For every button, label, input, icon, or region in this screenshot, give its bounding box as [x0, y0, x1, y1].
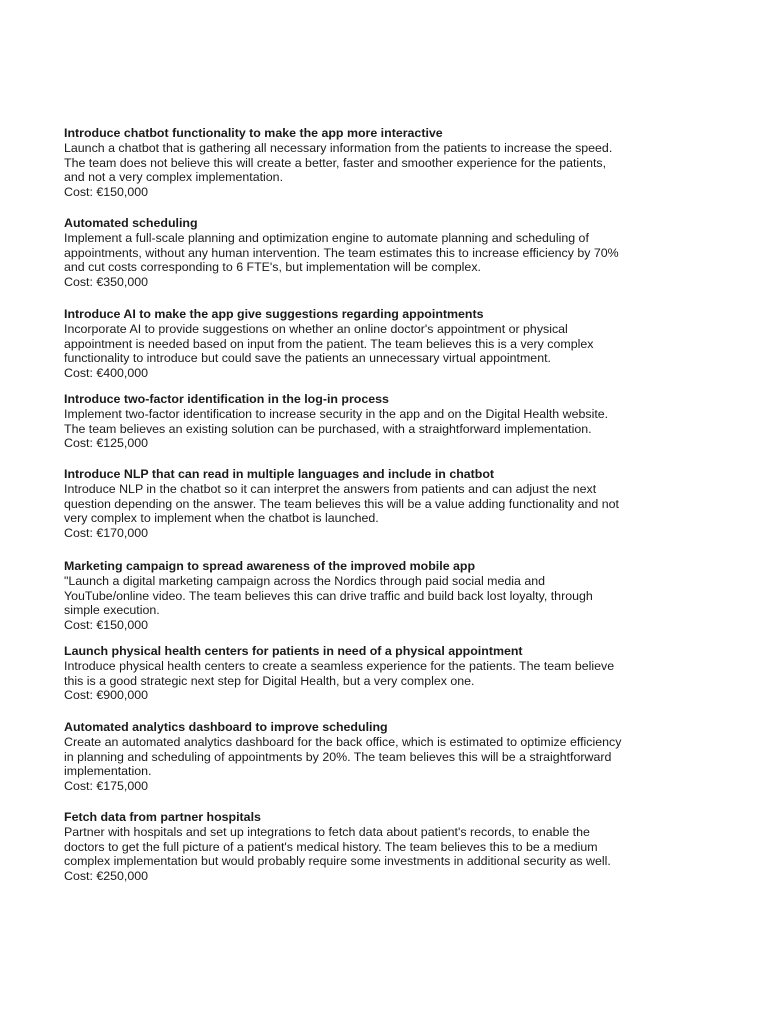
item-cost: Cost: €350,000 [64, 274, 149, 289]
item-cost: Cost: €150,000 [64, 617, 149, 632]
initiative-ai-suggestions [64, 307, 593, 380]
item-title: Automated analytics dashboard to improve scheduling [64, 720, 388, 734]
item-description: Incorporate AI to provide suggestions on whether an online doctor's appointment or physical appointment is needed based on input from the patient. The team believes this is a very complex functionality to introduce but could save the patients an unnecessary virtual appointment. [64, 322, 594, 366]
item-cost: Cost: €175,000 [64, 778, 149, 793]
item-cost: Cost: €900,000 [64, 688, 149, 703]
initiative-nlp [64, 467, 619, 540]
initiative-health-centers [64, 644, 614, 703]
item-title: Automated scheduling [64, 216, 198, 230]
item-title: Marketing campaign to spread awareness of the improved mobile app [64, 559, 476, 573]
item-cost: Cost: €250,000 [64, 868, 149, 883]
initiative-chatbot [64, 126, 612, 199]
item-description: Implement a full-scale planning and optimization engine to automate planning and scheduling of appointments, without any human intervention. The team estimates this to increase efficiency by 70% and cut costs corresponding to 6 FTE's, but implementation will be complex. [64, 231, 619, 275]
item-cost: Cost: €125,000 [64, 436, 149, 451]
item-cost: Cost: €400,000 [64, 365, 149, 380]
initiative-analytics-dashboard [64, 720, 621, 793]
item-description: Implement two-factor identification to increase security in the app and on the Digital Health website. The team believes an existing solution can be purchased, with a straightforward implementation. [64, 407, 609, 436]
item-title: Fetch data from partner hospitals [64, 810, 261, 824]
item-title: Introduce NLP that can read in multiple languages and include in chatbot [64, 467, 495, 481]
item-description: Introduce physical health centers to create a seamless experience for the patients. The team believe this is a good strategic next step for Digital Health, but a very complex one. [64, 659, 615, 688]
item-title: Introduce two-factor identification in the log-in process [64, 392, 389, 406]
item-description: Partner with hospitals and set up integrations to fetch data about patient's records, to enable the doctors to get the full picture of a patient's medical history. The team believes this to be a medium complex implementation but would probably require some investments in additional security as well. [64, 825, 611, 869]
item-description: Launch a chatbot that is gathering all necessary information from the patients to increase the speed. The team does not believe this will create a better, faster and smoother experience for the patients, and not a very complex implementation. [64, 141, 613, 185]
initiative-marketing-campaign [64, 559, 593, 632]
item-title: Introduce chatbot functionality to make the app more interactive [64, 126, 443, 140]
item-description: "Launch a digital marketing campaign across the Nordics through paid social media and YouTube/online video. The team believes this can drive traffic and build back lost loyalty, through simple execution. [64, 574, 593, 618]
initiative-two-factor [64, 392, 608, 451]
item-title: Introduce AI to make the app give suggestions regarding appointments [64, 307, 484, 321]
initiative-partner-hospitals [64, 810, 611, 883]
item-title: Launch physical health centers for patients in need of a physical appointment [64, 644, 523, 658]
item-description: Create an automated analytics dashboard for the back office, which is estimated to optimize efficiency in planning and scheduling of appointments by 20%. The team believes this will be a straightforward implementation. [64, 735, 622, 779]
item-cost: Cost: €150,000 [64, 184, 149, 199]
item-cost: Cost: €170,000 [64, 525, 149, 540]
item-description: Introduce NLP in the chatbot so it can interpret the answers from patients and can adjust the next question depending on the answer. The team believes this will be a value adding functionality and not very complex to implement when the chatbot is launched. [64, 482, 619, 526]
initiative-automated-scheduling [64, 216, 619, 289]
